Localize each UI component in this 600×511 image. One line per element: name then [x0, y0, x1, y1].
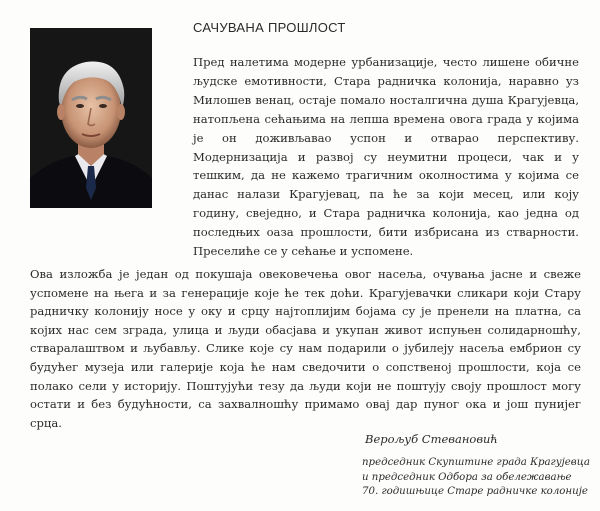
signature-name: Верољуб Стевановић [365, 432, 498, 446]
signature-role-line: и председник Одбора за обележавање [362, 471, 572, 483]
portrait-photo [30, 28, 152, 208]
signature-role-line: 70. годишњице Старе радничке колоније [362, 486, 588, 497]
signature-role [362, 456, 594, 500]
intro-paragraph: Пред налетима модерне урбанизације, често лишене обичне људске емотивности, Стара радничка колонија, наравно уз Милошев венац, остаје помало носталгична душа Крагујевца, натопљена сећањима на лепша времена овога града у којима је он доживљавао успон и отварао перспективу. Модернизација и развој су неумитни процеси, чак и у тешким, да не кажемо трагичним околностима у којима се данас налази Крагујевац, па ће за који месец, или коју годину, свеједно, и Стара радничка колонија, као једна од последњих оаза прошлости, бити избрисана из стварности. Преселиће се у сећање и успомене. [193, 55, 579, 259]
body-paragraph: Ова изложба је један од покушаја овековечења овог насеља, очувања јасне и свеже успомене на њега и за генерације које ће тек доћи. Крагујевачки сликари који Стару радничку колонију носе у оку и срцу најтоплијим бојама су је пренели на платна, са којих нас сем зграда, улица и људи обасјава и укупан живот испуњен солидарношћу, стваралаштвом и љубављу. Слике које су нам подарили о јубилеју насеља ембрион су будућег музеја или галерије која ће нам сведочити о сопственој прошлости, која се полако сели у историју. Поштујући тезу да људи који не поштују своју прошлост могу остати и без будућности, са захвалношћу примамо овај дар пуног ока и још пунијег срца. [30, 267, 581, 430]
page-title: САЧУВАНА ПРОШЛОСТ [193, 20, 346, 35]
portrait-illustration [30, 28, 152, 208]
signature-role-line: председник Скупштине града Крагујевца [362, 457, 590, 468]
